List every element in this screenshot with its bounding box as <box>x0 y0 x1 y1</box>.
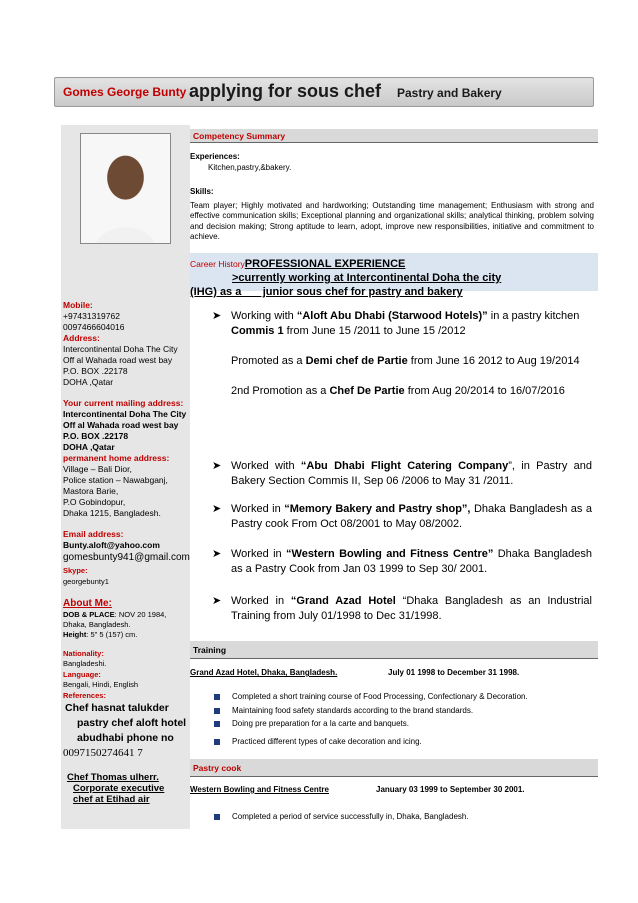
mailing-line: Intercontinental Doha The City <box>63 409 187 419</box>
reference-title: chef at Etihad air <box>73 794 150 805</box>
arrow-bullet-icon: ➤ <box>212 310 222 322</box>
dob-label: DOB & PLACE <box>63 610 115 619</box>
pastry-cook-header <box>190 785 594 794</box>
current-position: (IHG) as a junior sous chef for pastry and bakery <box>190 286 463 298</box>
nationality-value: Bangladeshi. <box>63 659 107 668</box>
career-label: Career History <box>190 259 245 269</box>
square-bullet-icon <box>214 694 220 700</box>
skills-text: Team player; Highly motivated and hardworking; Outstanding time management; Enthusiasm with strong and effective communication skills; Exceptional planning and organizational skills; analytical thinking, problem solving and decision making; Strong aptitude to learn, adopt, improve new responsibilities, initiative and commitment to achieve. <box>190 200 594 241</box>
job-employer: “Aloft Abu Dhabi (Starwood Hotels)” <box>296 310 488 322</box>
job-intro: Worked with <box>231 460 295 472</box>
training-item: Doing pre preparation for a la carte and banquets. <box>232 719 410 728</box>
mobile-label: Mobile: <box>63 300 93 310</box>
competency-heading: Competency Summary <box>193 131 286 141</box>
promotion-dates: from June 16 2012 to Aug 19/2014 <box>410 355 580 367</box>
job-intro: Working with <box>231 310 294 322</box>
job-employer: “Grand Azad Hotel <box>290 595 396 607</box>
address-line: Intercontinental Doha The City <box>63 344 178 354</box>
permanent-address-line: Police station – Nawabganj, <box>63 475 168 485</box>
square-bullet-icon <box>214 814 220 820</box>
skype-id: georgebunty1 <box>63 577 109 586</box>
job-intro: Worked in <box>231 503 281 515</box>
job-entry <box>212 309 592 399</box>
job-role: Commis 1 <box>231 325 284 337</box>
promotion-prefix: Promoted as a <box>231 355 303 367</box>
dob-line <box>63 610 189 630</box>
job-details: “Dhaka Bangladesh as an Industrial Training from July 01/1998 to Dec 31/1998. <box>231 595 592 622</box>
arrow-bullet-icon: ➤ <box>212 595 222 607</box>
language-value: Bengali, Hindi, English <box>63 680 139 689</box>
about-me-heading: About Me: <box>63 598 112 609</box>
permanent-address-line: Village – Bali Dior, <box>63 464 132 474</box>
profile-photo <box>80 133 171 244</box>
references-label: References: <box>63 691 106 700</box>
address-line: Off al Wahada road west bay <box>63 355 173 365</box>
mailing-label: Your current mailing address: <box>63 398 184 408</box>
job-employer: “Memory Bakery and Pastry shop”, <box>284 503 471 515</box>
resume-header <box>54 77 594 107</box>
experiences-value: Kitchen,pastry,&bakery. <box>208 162 292 172</box>
professional-experience-heading: PROFESSIONAL EXPERIENCE <box>244 258 406 270</box>
promotion-role: Demi chef de Partie <box>305 355 408 367</box>
pastry-cook-item: Completed a period of service successfully in, Dhaka, Bangladesh. <box>232 812 469 821</box>
skype-label: Skype: <box>63 566 88 575</box>
job-entry <box>212 547 592 577</box>
reference-name: Chef Thomas ulherr. <box>67 772 159 783</box>
job-entry <box>212 502 592 532</box>
current-position: >currently working at Intercontinental Doha the city <box>232 272 502 284</box>
job-details: Dhaka Bangladesh as a Pastry cook From Oct 08/2001 to May 08/2002. <box>231 503 592 530</box>
arrow-bullet-icon: ➤ <box>212 503 222 515</box>
email-address[interactable]: Bunty.aloft@yahoo.com <box>63 540 160 550</box>
reference-title: Corporate executive <box>73 783 165 794</box>
training-place: Grand Azad Hotel, Dhaka, Bangladesh. <box>190 668 338 677</box>
job-suffix: in a pastry kitchen <box>490 310 580 322</box>
career-section <box>190 256 596 299</box>
height-line <box>63 630 189 640</box>
address-label: Address: <box>63 333 100 343</box>
promotion-prefix: 2nd Promotion as a <box>231 385 327 397</box>
specialty-label: Pastry and Bakery <box>397 86 502 100</box>
job-employer: “Abu Dhabi Flight Catering Company <box>300 460 509 472</box>
pastry-cook-dates: January 03 1999 to September 30 2001. <box>376 785 525 794</box>
training-item: Completed a short training course of Food Processing, Confectionary & Decoration. <box>232 692 528 701</box>
job-intro: Worked in <box>231 548 282 560</box>
arrow-bullet-icon: ➤ <box>212 548 222 560</box>
job-entry <box>212 459 592 489</box>
reference-phone: 0097150274641 7 <box>63 747 143 759</box>
email-label: Email address: <box>63 529 124 539</box>
reference-name: Chef hasnat talukder <box>65 702 169 714</box>
mailing-line: Off al Wahada road west bay <box>63 420 179 430</box>
height-label: Height <box>63 630 87 639</box>
promotion-role: Chef De Partie <box>329 385 405 397</box>
training-bar <box>190 641 598 659</box>
mailing-line: P.O. BOX .22178 <box>63 431 129 441</box>
reference-title: pastry chef aloft hotel <box>77 717 187 729</box>
job-intro: Worked in <box>231 595 285 607</box>
square-bullet-icon <box>214 739 220 745</box>
skills-label: Skills: <box>190 187 214 196</box>
training-dates: July 01 1998 to December 31 1998. <box>388 668 520 677</box>
email-address[interactable]: gomesbunty941@gmail.com <box>63 552 190 563</box>
candidate-name: Gomes George Bunty <box>63 85 187 99</box>
language-label: Language: <box>63 670 101 679</box>
training-item: Maintaining food safety standards according to the brand standards. <box>232 706 474 715</box>
job-employer: “Western Bowling and Fitness Centre” <box>286 548 494 560</box>
job-dates: from June 15 /2011 to June 15 /2012 <box>286 325 466 337</box>
training-heading: Training <box>193 645 227 655</box>
competency-content <box>190 152 594 243</box>
training-header <box>190 668 594 677</box>
permanent-address-line: Dhaka 1215, Bangladesh. <box>63 508 161 518</box>
pastry-cook-place: Western Bowling and Fitness Centre <box>190 785 329 794</box>
mobile-number: 0097466604016 <box>63 322 125 332</box>
mailing-line: DOHA ,Qatar <box>63 442 115 452</box>
job-details: ”, in Pastry and Bakery Section Commis II, Sep 06 /2006 to May 31 /2011. <box>231 460 592 487</box>
square-bullet-icon <box>214 708 220 714</box>
pastry-cook-heading: Pastry cook <box>193 763 242 773</box>
contact-section <box>63 300 189 805</box>
permanent-address-line: Mastora Barie, <box>63 486 119 496</box>
application-title: applying for sous chef <box>189 81 382 101</box>
address-line: P.O. BOX .22178 <box>63 366 128 376</box>
square-bullet-icon <box>214 721 220 727</box>
pastry-cook-bar <box>190 759 598 777</box>
reference-phone-label: abudhabi phone no <box>77 732 174 744</box>
height-value: : 5" 5 (157) cm. <box>86 630 138 639</box>
job-entry <box>212 594 592 624</box>
competency-bar <box>190 129 598 143</box>
nationality-label: Nationality: <box>63 649 104 658</box>
address-line: DOHA ,Qatar <box>63 377 114 387</box>
promotion-dates: from Aug 20/2014 to 16/07/2016 <box>407 385 565 397</box>
experiences-label: Experiences: <box>190 152 240 161</box>
dob-value: : NOV 20 1984, Dhaka, Bangladesh. <box>63 610 167 629</box>
training-item: Practiced different types of cake decoration and icing. <box>232 737 422 746</box>
mobile-number: +97431319762 <box>63 311 120 321</box>
job-details: Dhaka Bangladesh as a Pastry Cook from Jan 03 1999 to Sep 30/ 2001. <box>231 548 593 575</box>
permanent-address-label: permanent home address: <box>63 453 170 463</box>
permanent-address-line: P.O Gobindopur, <box>63 497 126 507</box>
arrow-bullet-icon: ➤ <box>212 460 222 472</box>
